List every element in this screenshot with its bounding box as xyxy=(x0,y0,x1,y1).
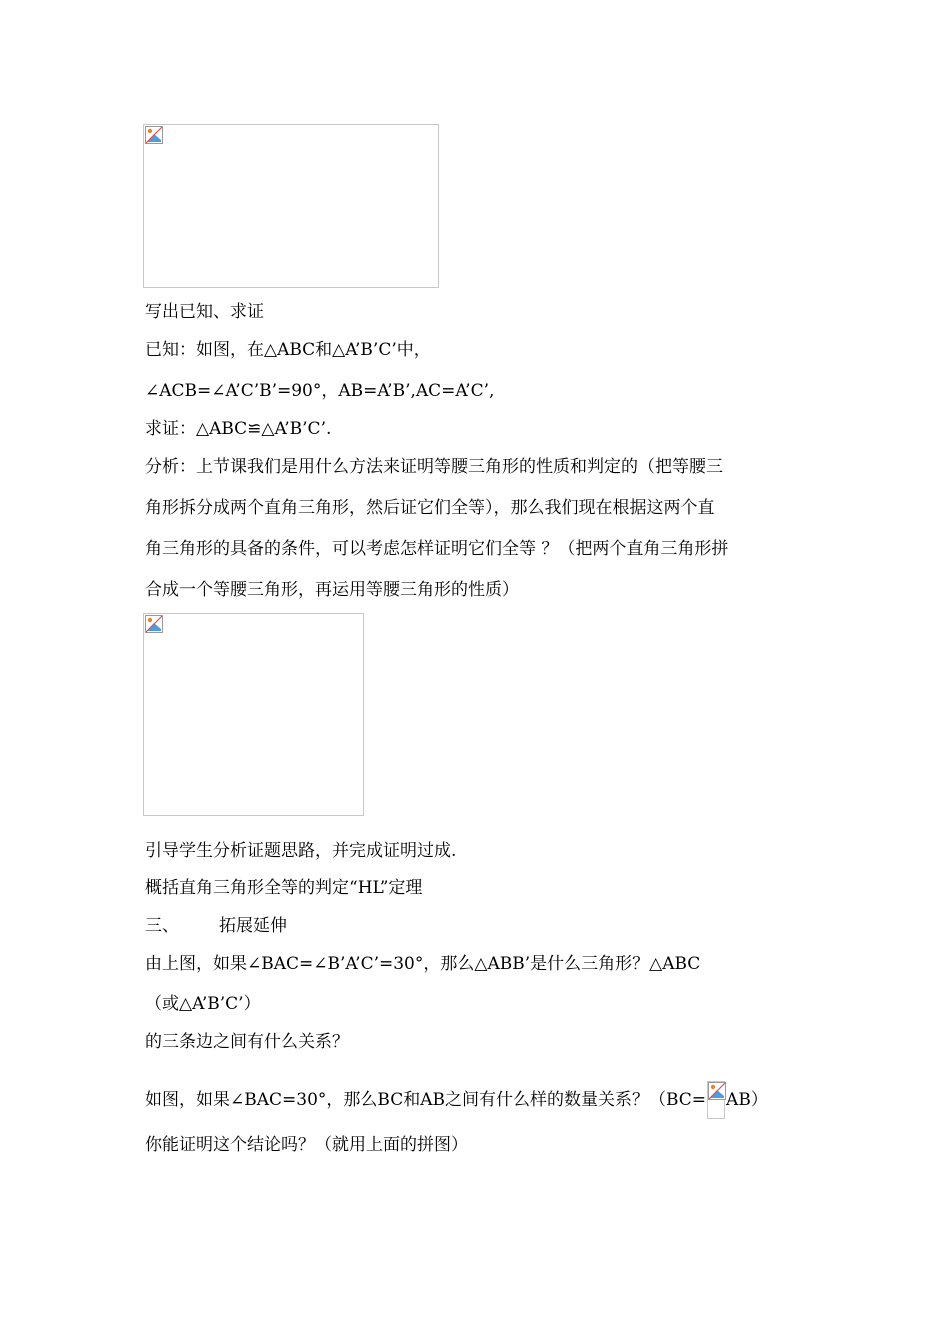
question-1-line-3: 的三条边之间有什么关系？ xyxy=(145,1032,349,1052)
question-3-line: 你能证明这个结论吗？（就用上面的拼图） xyxy=(145,1135,468,1155)
analysis-line-1: 分析：上节课我们是用什么方法来证明等腰三角形的性质和判定的（把等腰三 xyxy=(145,457,723,477)
section-number: 三、 xyxy=(145,916,179,936)
question-1-line-1: 由上图，如果∠BAC=∠B’A’C’=30°，那么△ABB’是什么三角形？△ABC xyxy=(145,954,701,974)
prove-line: 求证：△ABC≌△A’B’C’. xyxy=(145,419,332,439)
broken-image-icon xyxy=(145,615,163,633)
analysis-line-4: 合成一个等腰三角形，再运用等腰三角形的性质） xyxy=(145,580,519,600)
figure-1-image xyxy=(143,124,439,288)
guide-line: 引导学生分析证题思路，并完成证明过成. xyxy=(145,841,457,861)
fraction-image xyxy=(707,1081,725,1119)
given-line-2: ∠ACB=∠A’C’B’=90°，AB=A’B’,AC=A’C’, xyxy=(145,381,495,401)
question-1-line-2: （或△A’B’C’） xyxy=(145,994,261,1014)
question-2-text-before: 如图，如果∠BAC=30°，那么BC和AB之间有什么样的数量关系？（BC= xyxy=(145,1090,707,1110)
question-2-text-after: AB） xyxy=(726,1090,768,1110)
broken-image-icon xyxy=(145,126,163,144)
analysis-line-3: 角三角形的具备的条件，可以考虑怎样证明它们全等 ？（把两个直角三角形拼 xyxy=(145,539,729,559)
broken-image-icon xyxy=(708,1082,726,1100)
analysis-line-2: 角形拆分成两个直角三角形，然后证它们全等），那么我们现在根据这两个直 xyxy=(145,498,715,518)
section-3-heading xyxy=(145,915,287,937)
summary-hl-line: 概括直角三角形全等的判定“HL”定理 xyxy=(145,878,423,898)
section-title: 拓展延伸 xyxy=(219,916,287,936)
given-line-1: 已知：如图，在△ABC和△A’B’C’中， xyxy=(145,340,431,360)
heading-write-given-prove: 写出已知、求证 xyxy=(145,302,264,322)
figure-2-image xyxy=(143,613,364,816)
question-2-line xyxy=(145,1081,768,1119)
